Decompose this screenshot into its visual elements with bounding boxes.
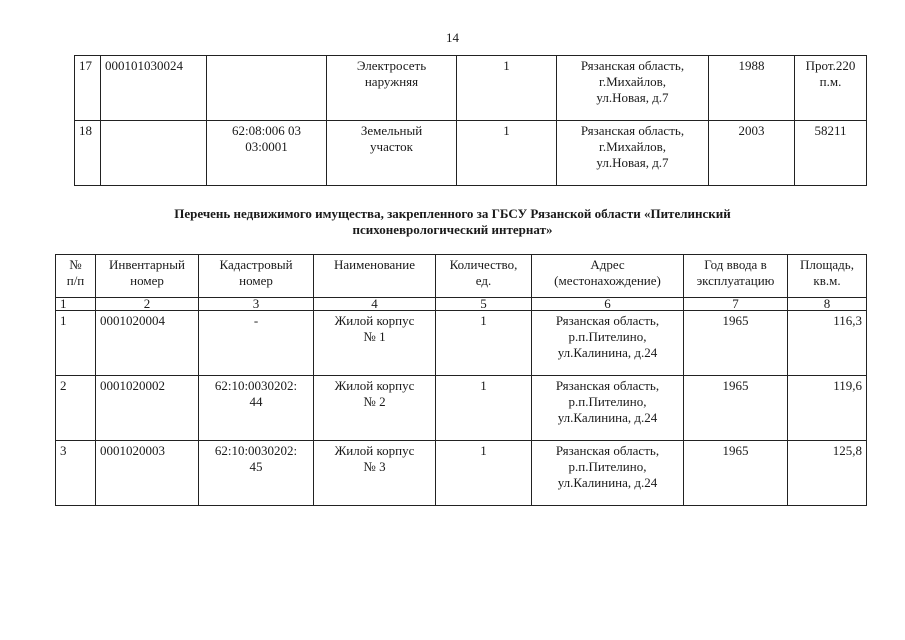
property-table	[55, 254, 867, 506]
inventory-number: 0001020004	[96, 311, 199, 376]
commission-year: 1965	[684, 376, 788, 441]
page-number: 14	[446, 30, 459, 45]
row-number: 17	[75, 56, 101, 121]
item-name: Земельный участок	[327, 121, 457, 186]
column-header: Наименование	[314, 255, 436, 298]
column-number: 3	[199, 298, 314, 311]
column-header: Кадастровый номер	[199, 255, 314, 298]
row-number: 18	[75, 121, 101, 186]
table-row	[56, 311, 867, 376]
table-row	[75, 121, 867, 186]
column-number: 8	[788, 298, 867, 311]
area: 58211	[795, 121, 867, 186]
cadastral-number: 62:08:006 03 03:0001	[207, 121, 327, 186]
column-header: № п/п	[56, 255, 96, 298]
cadastral-number: 62:10:0030202: 45	[199, 441, 314, 506]
area: 116,3	[788, 311, 867, 376]
column-number: 6	[532, 298, 684, 311]
address: Рязанская область, р.п.Пителино, ул.Калинина, д.24	[532, 311, 684, 376]
item-name: Жилой корпус № 2	[314, 376, 436, 441]
quantity: 1	[436, 376, 532, 441]
inventory-number: 0001020003	[96, 441, 199, 506]
row-number: 1	[56, 311, 96, 376]
cadastral-number: -	[199, 311, 314, 376]
column-number: 4	[314, 298, 436, 311]
table-row	[75, 56, 867, 121]
commission-year: 1965	[684, 441, 788, 506]
column-header: Количество, ед.	[436, 255, 532, 298]
address: Рязанская область, р.п.Пителино, ул.Калинина, д.24	[532, 376, 684, 441]
section-heading: Перечень недвижимого имущества, закрепленного за ГБСУ Рязанской области «Пителинский психоневрологический интернат»	[174, 206, 731, 237]
column-header: Адрес (местонахождение)	[532, 255, 684, 298]
area: 125,8	[788, 441, 867, 506]
inventory-number: 000101030024	[101, 56, 207, 121]
area: 119,6	[788, 376, 867, 441]
column-number: 2	[96, 298, 199, 311]
row-number: 2	[56, 376, 96, 441]
quantity: 1	[457, 56, 557, 121]
address: Рязанская область, р.п.Пителино, ул.Калинина, д.24	[532, 441, 684, 506]
column-header: Инвентарный номер	[96, 255, 199, 298]
table-row	[56, 376, 867, 441]
commission-year: 1965	[684, 311, 788, 376]
inventory-number: 0001020002	[96, 376, 199, 441]
commission-year: 1988	[709, 56, 795, 121]
quantity: 1	[436, 441, 532, 506]
row-number: 3	[56, 441, 96, 506]
column-number: 7	[684, 298, 788, 311]
cadastral-number: 62:10:0030202: 44	[199, 376, 314, 441]
area: Прот.220 п.м.	[795, 56, 867, 121]
table-header-row	[56, 255, 867, 298]
item-name: Жилой корпус № 3	[314, 441, 436, 506]
column-number: 1	[56, 298, 96, 311]
table-row	[56, 441, 867, 506]
item-name: Электросеть наружняя	[327, 56, 457, 121]
column-header: Год ввода в эксплуатацию	[684, 255, 788, 298]
continued-property-table	[74, 55, 867, 186]
column-number: 5	[436, 298, 532, 311]
inventory-number	[101, 121, 207, 186]
cadastral-number	[207, 56, 327, 121]
commission-year: 2003	[709, 121, 795, 186]
column-number-row	[56, 298, 867, 311]
item-name: Жилой корпус № 1	[314, 311, 436, 376]
quantity: 1	[436, 311, 532, 376]
address: Рязанская область, г.Михайлов, ул.Новая, д.7	[557, 121, 709, 186]
address: Рязанская область, г.Михайлов, ул.Новая, д.7	[557, 56, 709, 121]
column-header: Площадь, кв.м.	[788, 255, 867, 298]
quantity: 1	[457, 121, 557, 186]
